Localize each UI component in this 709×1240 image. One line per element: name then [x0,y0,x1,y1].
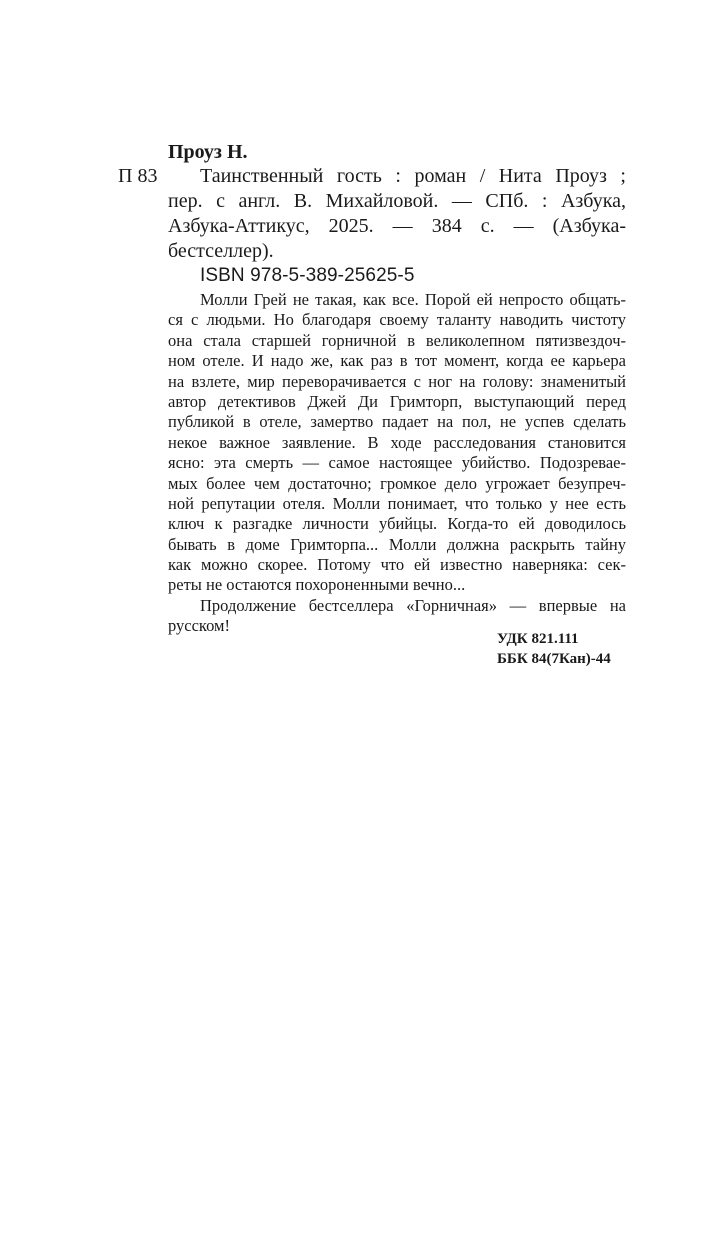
annotation-line: Молли Грей не такая, как все. Порой ей непросто общать- [200,290,626,309]
annotation-line: публикой в отеле, замертво падает на пол, не успев сделать [168,412,626,432]
bbk-index: ББК 84(7Кан)-44 [497,651,611,667]
description-line: бестселлер). [168,240,274,262]
description-line: пер. с англ. В. Михайловой. — СПб. : Азбука, [168,190,626,212]
annotation-line: мых более чем достаточно; громкое дело угрожает безупреч- [168,473,626,493]
annotation-paragraph-1 [168,290,626,596]
annotation-line: русском! [168,616,230,636]
annotation-line: ной репутации отеля. Молли понимает, что только у нее есть [168,493,626,513]
annotation-line: ном отеле. И надо же, как раз в тот момент, когда ее карьера [168,351,626,371]
isbn: ISBN 978-5-389-25625-5 [200,265,415,286]
annotation-line: ся с людьми. Но благодаря своему таланту наводить чистоту [168,310,626,330]
description-line: Таинственный гость : роман / Нита Проуз ; [200,165,626,187]
annotation-line: ключ к разгадке личности убийцы. Когда-то ей доводилось [168,514,626,534]
author-heading: Проуз Н. [168,141,248,163]
annotation-line: на взлете, мир переворачивается с ног на голову: знаменитый [168,371,626,391]
annotation-line: она стала старшей горничной в великолепном пятизвездоч- [168,330,626,350]
bibliographic-description [168,164,626,264]
udc-index: УДК 821.111 [497,631,579,647]
annotation-line: автор детективов Джей Ди Гримторп, выступающий перед [168,391,626,411]
classification-indices [497,629,611,669]
annotation-line: некое важное заявление. В ходе расследования становится [168,432,626,452]
annotation-line: ясно: эта смерть — самое настоящее убийство. Подозревае- [168,453,626,473]
annotation-line: как можно скорее. Потому что ей известно наверняка: сек- [168,555,626,575]
annotation-line: реты не остаются похороненными вечно... [168,575,466,595]
description-line: Азбука-Аттикус, 2025. — 384 с. — (Азбука- [168,215,626,237]
annotation-line: Продолжение бестселлера «Горничная» — впервые на [200,595,626,615]
annotation [168,290,626,637]
author-mark-code: П 83 [118,165,158,187]
annotation-line: бывать в доме Гримторпа... Молли должна раскрыть тайну [168,534,626,554]
